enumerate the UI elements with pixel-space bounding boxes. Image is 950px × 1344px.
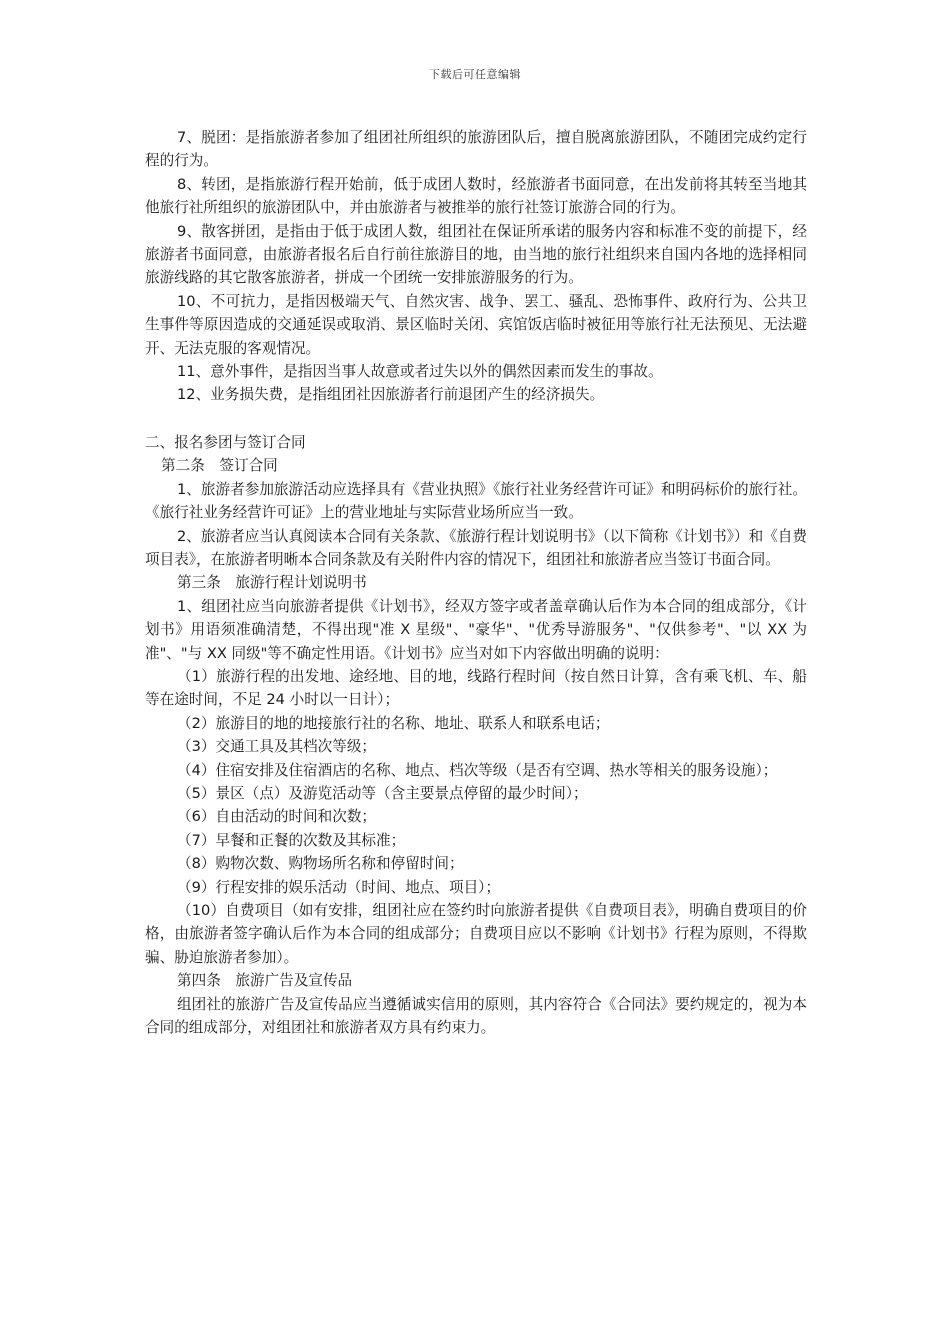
list-item: （4）住宿安排及住宿酒店的名称、地点、档次等级（是否有空调、热水等相关的服务设施）； xyxy=(177,761,778,779)
blank-line xyxy=(145,407,807,431)
document-body xyxy=(145,126,807,1039)
page-header: 下载后可任意编辑 xyxy=(429,68,521,81)
paragraph: 组团社的旅游广告及宣传品应当遵循诚实信用的原则，其内容符合《合同法》要约规定的，视为本合同的组成部分，对组团社和旅游者双方具有约束力。 xyxy=(145,995,807,1037)
paragraph: 7、脱团：是指旅游者参加了组团社所组织的旅游团队后，擅自脱离旅游团队，不随团完成约定行程的行为。 xyxy=(145,129,807,170)
list-item: （6）自由活动的时间和次数； xyxy=(177,808,377,826)
paragraph: 1、旅游者参加旅游活动应选择具有《营业执照》《旅行社业务经营许可证》和明码标价的旅行社。《旅行社业务经营许可证》上的营业地址与实际营业场所应当一致。 xyxy=(145,480,807,522)
article-heading: 第二条 签订合同 xyxy=(161,457,278,475)
paragraph: 12、业务损失费，是指组团社因旅游者行前退团产生的经济损失。 xyxy=(177,386,605,404)
paragraph: 9、散客拼团，是指由于低于成团人数，组团社在保证所承诺的服务内容和标准不变的前提下，经旅游者书面同意，由旅游者报名后自行前往旅游目的地，由当地的旅行社组织来自国内各地的选择相同旅游线路的其它散客旅游者，拼成一个团统一安排旅游服务的行为。 xyxy=(145,222,807,287)
list-item: （9）行程安排的娱乐活动（时间、地点、项目）； xyxy=(177,878,501,896)
article-heading: 第三条 旅游行程计划说明书 xyxy=(177,574,367,592)
list-item: （10）自费项目（如有安排，组团社应在签约时向旅游者提供《自费项目表》，明确自费项目的价格，由旅游者签字确认后作为本合同的组成部分；自费项目应以不影响《计划书》行程为原则，不得欺骗、胁迫旅游者参加）。 xyxy=(145,902,807,966)
paragraph: 11、意外事件，是指因当事人故意或者过失以外的偶然因素而发生的事故。 xyxy=(177,363,663,381)
paragraph: 2、旅游者应当认真阅读本合同有关条款、《旅游行程计划说明书》（以下简称《计划书》）和《自费项目表》，在旅游者明晰本合同条款及有关附件内容的情况下，组团社和旅游者应当签订书面合同。 xyxy=(145,527,807,568)
section-heading: 二、报名参团与签订合同 xyxy=(145,433,306,451)
article-heading: 第四条 旅游广告及宣传品 xyxy=(177,972,353,990)
list-item: （2）旅游目的地的地接旅行社的名称、地址、联系人和联系电话； xyxy=(177,714,610,732)
list-item: （5）景区（点）及游览活动等（含主要景点停留的最少时间）； xyxy=(177,784,588,802)
list-item: （8）购物次数、购物场所名称和停留时间； xyxy=(177,855,464,873)
list-item: （1）旅游行程的出发地、途经地、目的地，线路行程时间（按自然日计算，含有乘飞机、车、船等在途时间，不足 24 小时以一日计）； xyxy=(145,667,807,709)
paragraph: 8、转团，是指旅游行程开始前，低于成团人数时，经旅游者书面同意，在出发前将其转至当地其他旅行社所组织的旅游团队中，并由旅游者与被推举的旅行社签订旅游合同的行为。 xyxy=(145,175,807,217)
list-item: （7）早餐和正餐的次数及其标准； xyxy=(177,831,406,849)
list-item: （3）交通工具及其档次等级； xyxy=(177,738,377,756)
paragraph: 1、组团社应当向旅游者提供《计划书》，经双方签字或者盖章确认后作为本合同的组成部分，《计划书》用语须准确清楚，不得出现"准 X 星级"、"豪华"、"优秀导游服务"、"仅供参考"、"以 XX 为准"、"与 XX 同级"等不确定性用语。《计划书》应当对如下内容做出明确的说明： xyxy=(145,597,807,662)
paragraph: 10、不可抗力，是指因极端天气、自然灾害、战争、罢工、骚乱、恐怖事件、政府行为、公共卫生事件等原因造成的交通延误或取消、景区临时关闭、宾馆饭店临时被征用等旅行社无法预见、无法避开、无法克服的客观情况。 xyxy=(145,292,807,357)
